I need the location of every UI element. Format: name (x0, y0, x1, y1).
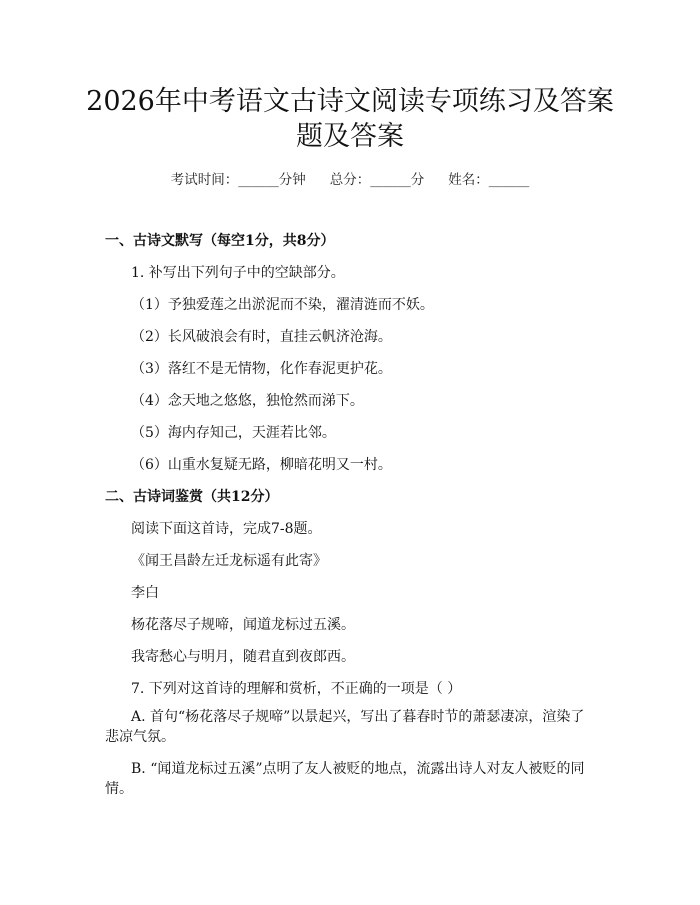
fill-item-4: （4）念天地之悠悠，独怆然而涕下。 (131, 393, 364, 409)
exam-info-row (0, 168, 700, 188)
poem-line-2: 我寄愁心与明月，随君直到夜郎西。 (131, 649, 355, 665)
fill-item-2: （2）长风破浪会有时，直挂云帆济沧海。 (131, 329, 392, 345)
fill-item-1: （1）予独爱莲之出淤泥而不染，濯清涟而不妖。 (131, 297, 434, 313)
question-7: 7. 下列对这首诗的理解和赏析，不正确的一项是（ ） (131, 681, 462, 697)
fill-item-6: （6）山重水复疑无路，柳暗花明又一村。 (131, 457, 392, 473)
option-b: B. “闻道龙标过五溪”点明了友人被贬的地点，流露出诗人对友人被贬的同情。 (105, 761, 585, 797)
poem-title: 《闻王昌龄左迁龙标遥有此寄》 (131, 553, 327, 569)
fill-item-5: （5）海内存知己，天涯若比邻。 (131, 425, 336, 441)
document-title-line2: 题及答案 (296, 121, 404, 152)
section1-heading: 一、古诗文默写（每空1分，共8分） (105, 233, 335, 249)
exam-time-field: 考试时间：______分钟 (170, 172, 306, 188)
poem-line-1: 杨花落尽子规啼，闻道龙标过五溪。 (131, 617, 355, 633)
option-a: A. 首句“杨花落尽子规啼”以景起兴，写出了暮春时节的萧瑟凄凉，渲染了悲凉气氛。 (105, 709, 585, 745)
poem-author: 李白 (131, 585, 159, 601)
reading-instruction: 阅读下面这首诗，完成7-8题。 (131, 521, 322, 537)
total-score-field: 总分：______分 (329, 172, 425, 188)
question-1: 1. 补写出下列句子中的空缺部分。 (131, 265, 345, 281)
section2-heading: 二、古诗词鉴赏（共12分） (105, 489, 279, 505)
student-name-field: 姓名：______ (448, 172, 530, 188)
document-title-line1: 2026年中考语文古诗文阅读专项练习及答案 (86, 86, 614, 117)
fill-item-3: （3）落红不是无情物，化作春泥更护花。 (131, 361, 392, 377)
